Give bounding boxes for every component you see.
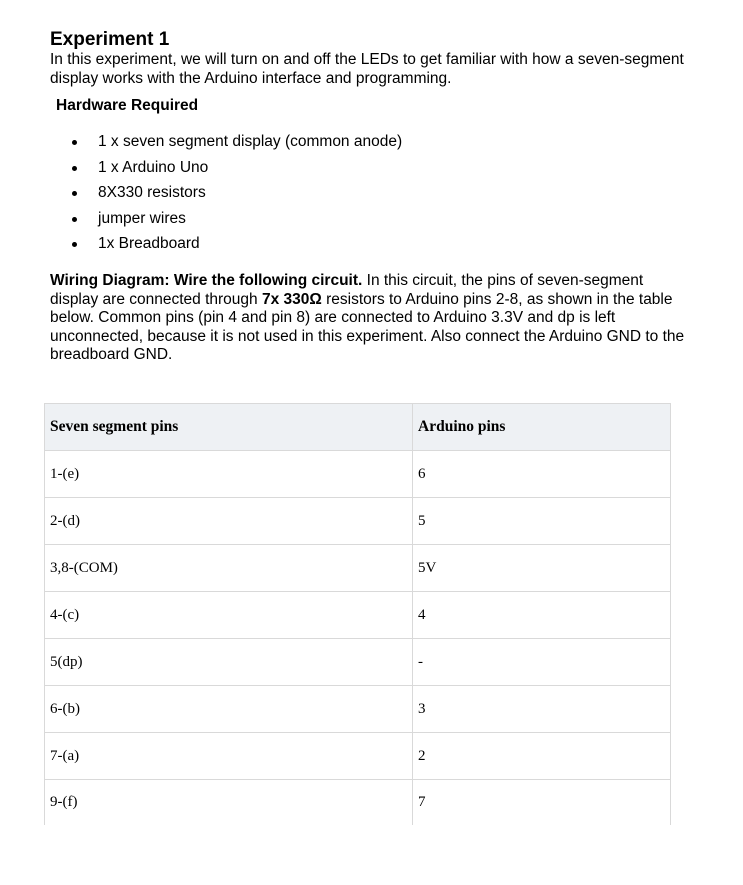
- table-row: [45, 592, 671, 639]
- wiring-paragraph: [50, 272, 690, 365]
- bullet-icon: [72, 166, 77, 171]
- wiring-text-part-1: In this circuit, the pins of seven-segment display are connected through: [50, 272, 644, 308]
- bullet-icon: [72, 242, 77, 247]
- segment-pin-cell: 6-(b): [45, 686, 413, 733]
- list-item-label: 8X330 resistors: [98, 184, 206, 201]
- page-title: Experiment 1: [50, 29, 170, 50]
- hardware-heading: Hardware Required: [56, 97, 199, 114]
- resistor-label: 7x 330Ω: [261, 290, 322, 308]
- table-header-row: [45, 404, 671, 451]
- list-item-label: jumper wires: [98, 209, 186, 227]
- arduino-pin-cell: 5: [413, 498, 671, 545]
- segment-pin-cell: 1-(e): [45, 451, 413, 498]
- bullet-icon: [72, 217, 77, 222]
- table-row: [45, 545, 671, 592]
- intro-paragraph: In this experiment, we will turn on and off the LEDs to get familiar with how a seven-segment display works with the Arduino interface and programming.: [50, 51, 684, 87]
- wiring-text-part-2: resistors to Arduino pins 2-8, as shown in the table below. Common pins (pin 4 and pin 8) are connected to Arduino 3.3V and dp is left unconnected, because it is not used in this experiment. Also connect the Arduino GND to the breadboard GND.: [50, 290, 685, 363]
- arduino-pin-cell: 6: [413, 451, 671, 498]
- pin-mapping-table: [44, 403, 671, 825]
- segment-pin-cell: 5(dp): [45, 639, 413, 686]
- table-row: [45, 686, 671, 733]
- list-item-label: 1 x seven segment display (common anode): [98, 133, 403, 150]
- segment-pin-cell: 9-(f): [45, 780, 413, 826]
- segment-pin-cell: 7-(a): [45, 733, 413, 780]
- segment-pin-cell: 3,8-(COM): [45, 545, 413, 592]
- list-item-label: 1x Breadboard: [98, 235, 200, 252]
- wiring-heading: Wiring Diagram: Wire the following circuit.: [50, 272, 363, 289]
- arduino-pin-cell: 7: [413, 780, 671, 826]
- segment-pin-cell: 4-(c): [45, 592, 413, 639]
- column-header-arduino: Arduino pins: [413, 404, 671, 451]
- table-row: [45, 639, 671, 686]
- list-item-label: 1 x Arduino Uno: [98, 158, 209, 176]
- bullet-icon: [72, 140, 77, 145]
- arduino-pin-cell: 4: [413, 592, 671, 639]
- arduino-pin-cell: 5V: [413, 545, 671, 592]
- arduino-pin-cell: -: [413, 639, 671, 686]
- column-header-seven-segment: Seven segment pins: [45, 404, 413, 451]
- table-row: [45, 498, 671, 545]
- arduino-pin-cell: 2: [413, 733, 671, 780]
- bullet-icon: [72, 191, 77, 196]
- table-row: [45, 451, 671, 498]
- arduino-pin-cell: 3: [413, 686, 671, 733]
- table-row: [45, 733, 671, 780]
- table-row: [45, 780, 671, 826]
- segment-pin-cell: 2-(d): [45, 498, 413, 545]
